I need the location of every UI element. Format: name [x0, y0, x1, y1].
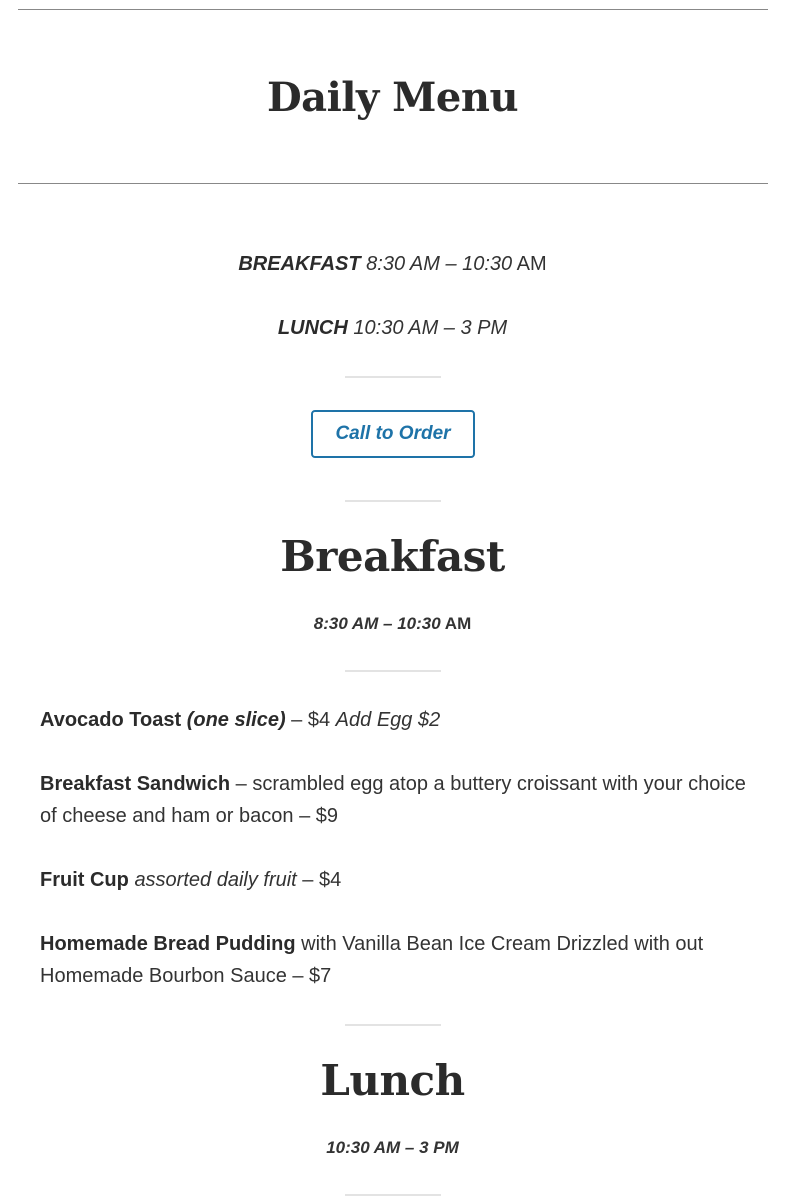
breakfast-section-hours-time: 8:30 AM – 10:30 — [313, 614, 441, 633]
breakfast-hours-suffix: AM — [512, 253, 547, 275]
menu-item-avocado-toast — [40, 704, 750, 736]
breakfast-hours-line — [0, 250, 785, 278]
title-divider — [18, 183, 768, 184]
menu-item-price: – $4 — [296, 869, 342, 891]
page-title: Daily Menu — [266, 74, 519, 121]
menu-item-name: Avocado Toast — [40, 709, 182, 731]
lunch-section-hours: 10:30 AM – 3 PM — [326, 1138, 459, 1157]
lunch-hours-time: 10:30 AM – 3 PM — [353, 317, 508, 339]
short-divider-5 — [345, 1194, 441, 1196]
short-divider-4 — [345, 1024, 441, 1026]
short-divider-2 — [345, 500, 441, 502]
menu-item-description: with Vanilla Bean Ice Cream Drizzled with out Homemade Bourbon Sauce – $7 — [40, 933, 704, 987]
lunch-hours-line — [0, 314, 785, 342]
menu-item-description: assorted daily fruit — [134, 869, 297, 891]
menu-item-breakfast-sandwich — [40, 768, 750, 832]
short-divider-3 — [345, 670, 441, 672]
menu-item-description: – scrambled egg atop a buttery croissant with your choice of cheese and ham or bacon – $9 — [40, 773, 746, 827]
short-divider-1 — [345, 376, 441, 378]
menu-item-name: Breakfast Sandwich — [40, 773, 231, 795]
menu-item-name: Fruit Cup — [40, 869, 129, 891]
lunch-hours-label: LUNCH — [277, 317, 348, 339]
menu-item-name: Homemade Bread Pudding — [40, 933, 296, 955]
lunch-section-title: Lunch — [320, 1056, 465, 1105]
menu-item-addon: Add Egg $2 — [335, 709, 441, 731]
breakfast-hours-time: 8:30 AM – 10:30 — [366, 253, 513, 275]
breakfast-section-title: Breakfast — [280, 532, 505, 581]
top-divider — [18, 9, 768, 10]
menu-item-price: – $4 — [285, 709, 336, 731]
breakfast-section-hours — [0, 612, 785, 636]
breakfast-hours-label: BREAKFAST — [238, 253, 361, 275]
call-to-order-button[interactable]: Call to Order — [311, 410, 475, 458]
menu-item-note: (one slice) — [186, 709, 286, 731]
menu-item-bread-pudding — [40, 928, 750, 992]
breakfast-section-hours-suffix: AM — [440, 614, 472, 633]
menu-item-fruit-cup — [40, 864, 750, 896]
